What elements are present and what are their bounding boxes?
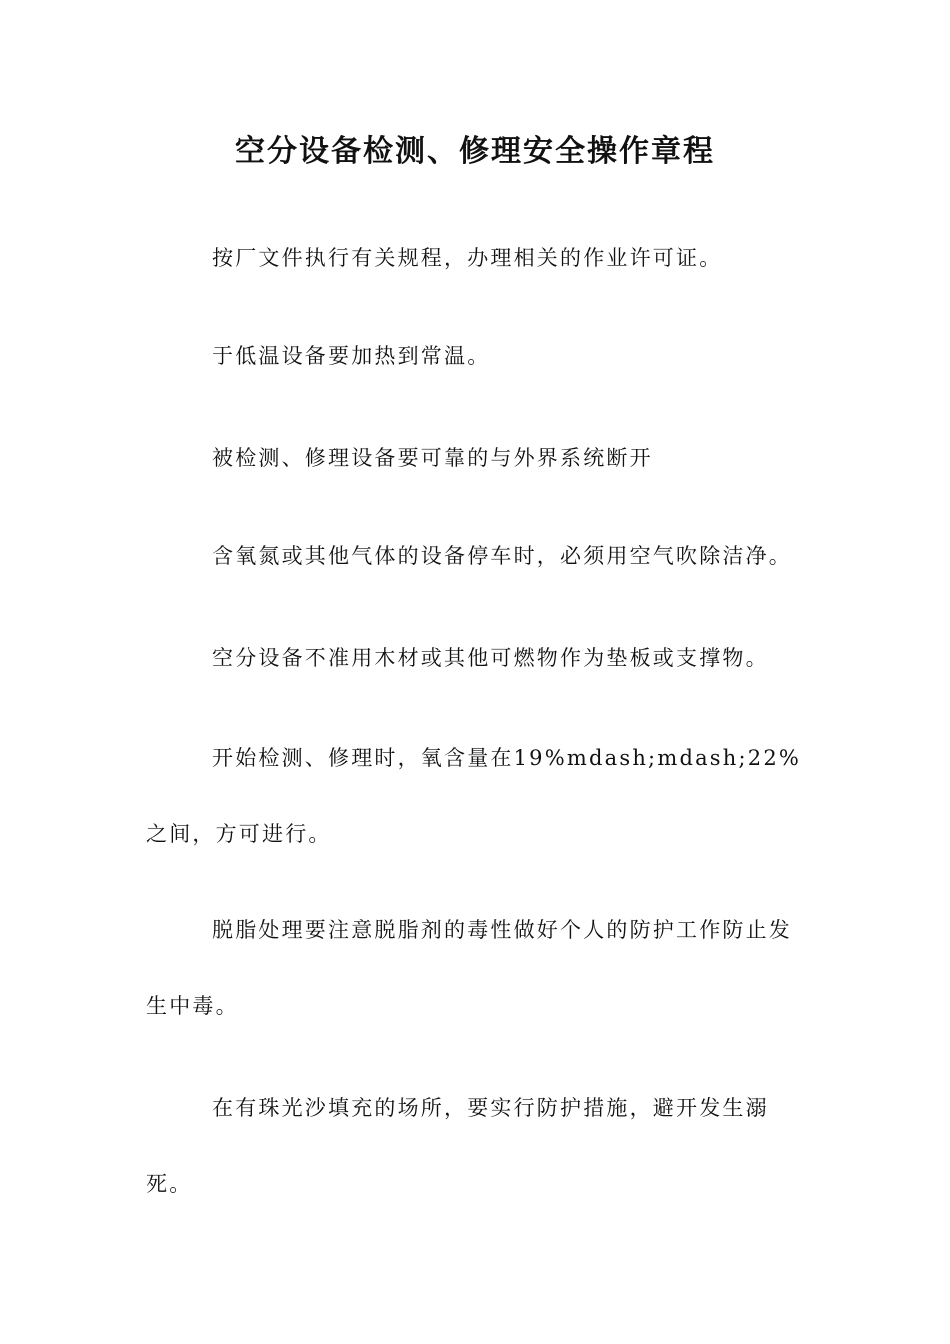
paragraph-5: 空分设备不准用木材或其他可燃物作为垫板或支撑物。 [212,646,769,670]
paragraph-4: 含氧氮或其他气体的设备停车时，必须用空气吹除洁净。 [212,544,792,568]
document-title: 空分设备检测、修理安全操作章程 [235,134,715,169]
paragraph-2: 于低温设备要加热到常温。 [212,344,491,368]
paragraph-1: 按厂文件执行有关规程，办理相关的作业许可证。 [212,246,723,270]
paragraph-8: 在有珠光沙填充的场所，要实行防护措施，避开发生溺死。 [146,1096,769,1196]
paragraph-6: 开始检测、修理时，氧含量在19%mdash;mdash;22%之间，方可进行。 [146,746,802,846]
paragraph-7: 脱脂处理要注意脱脂剂的毒性做好个人的防护工作防止发生中毒。 [146,918,792,1018]
paragraph-3: 被检测、修理设备要可靠的与外界系统断开 [212,446,653,470]
